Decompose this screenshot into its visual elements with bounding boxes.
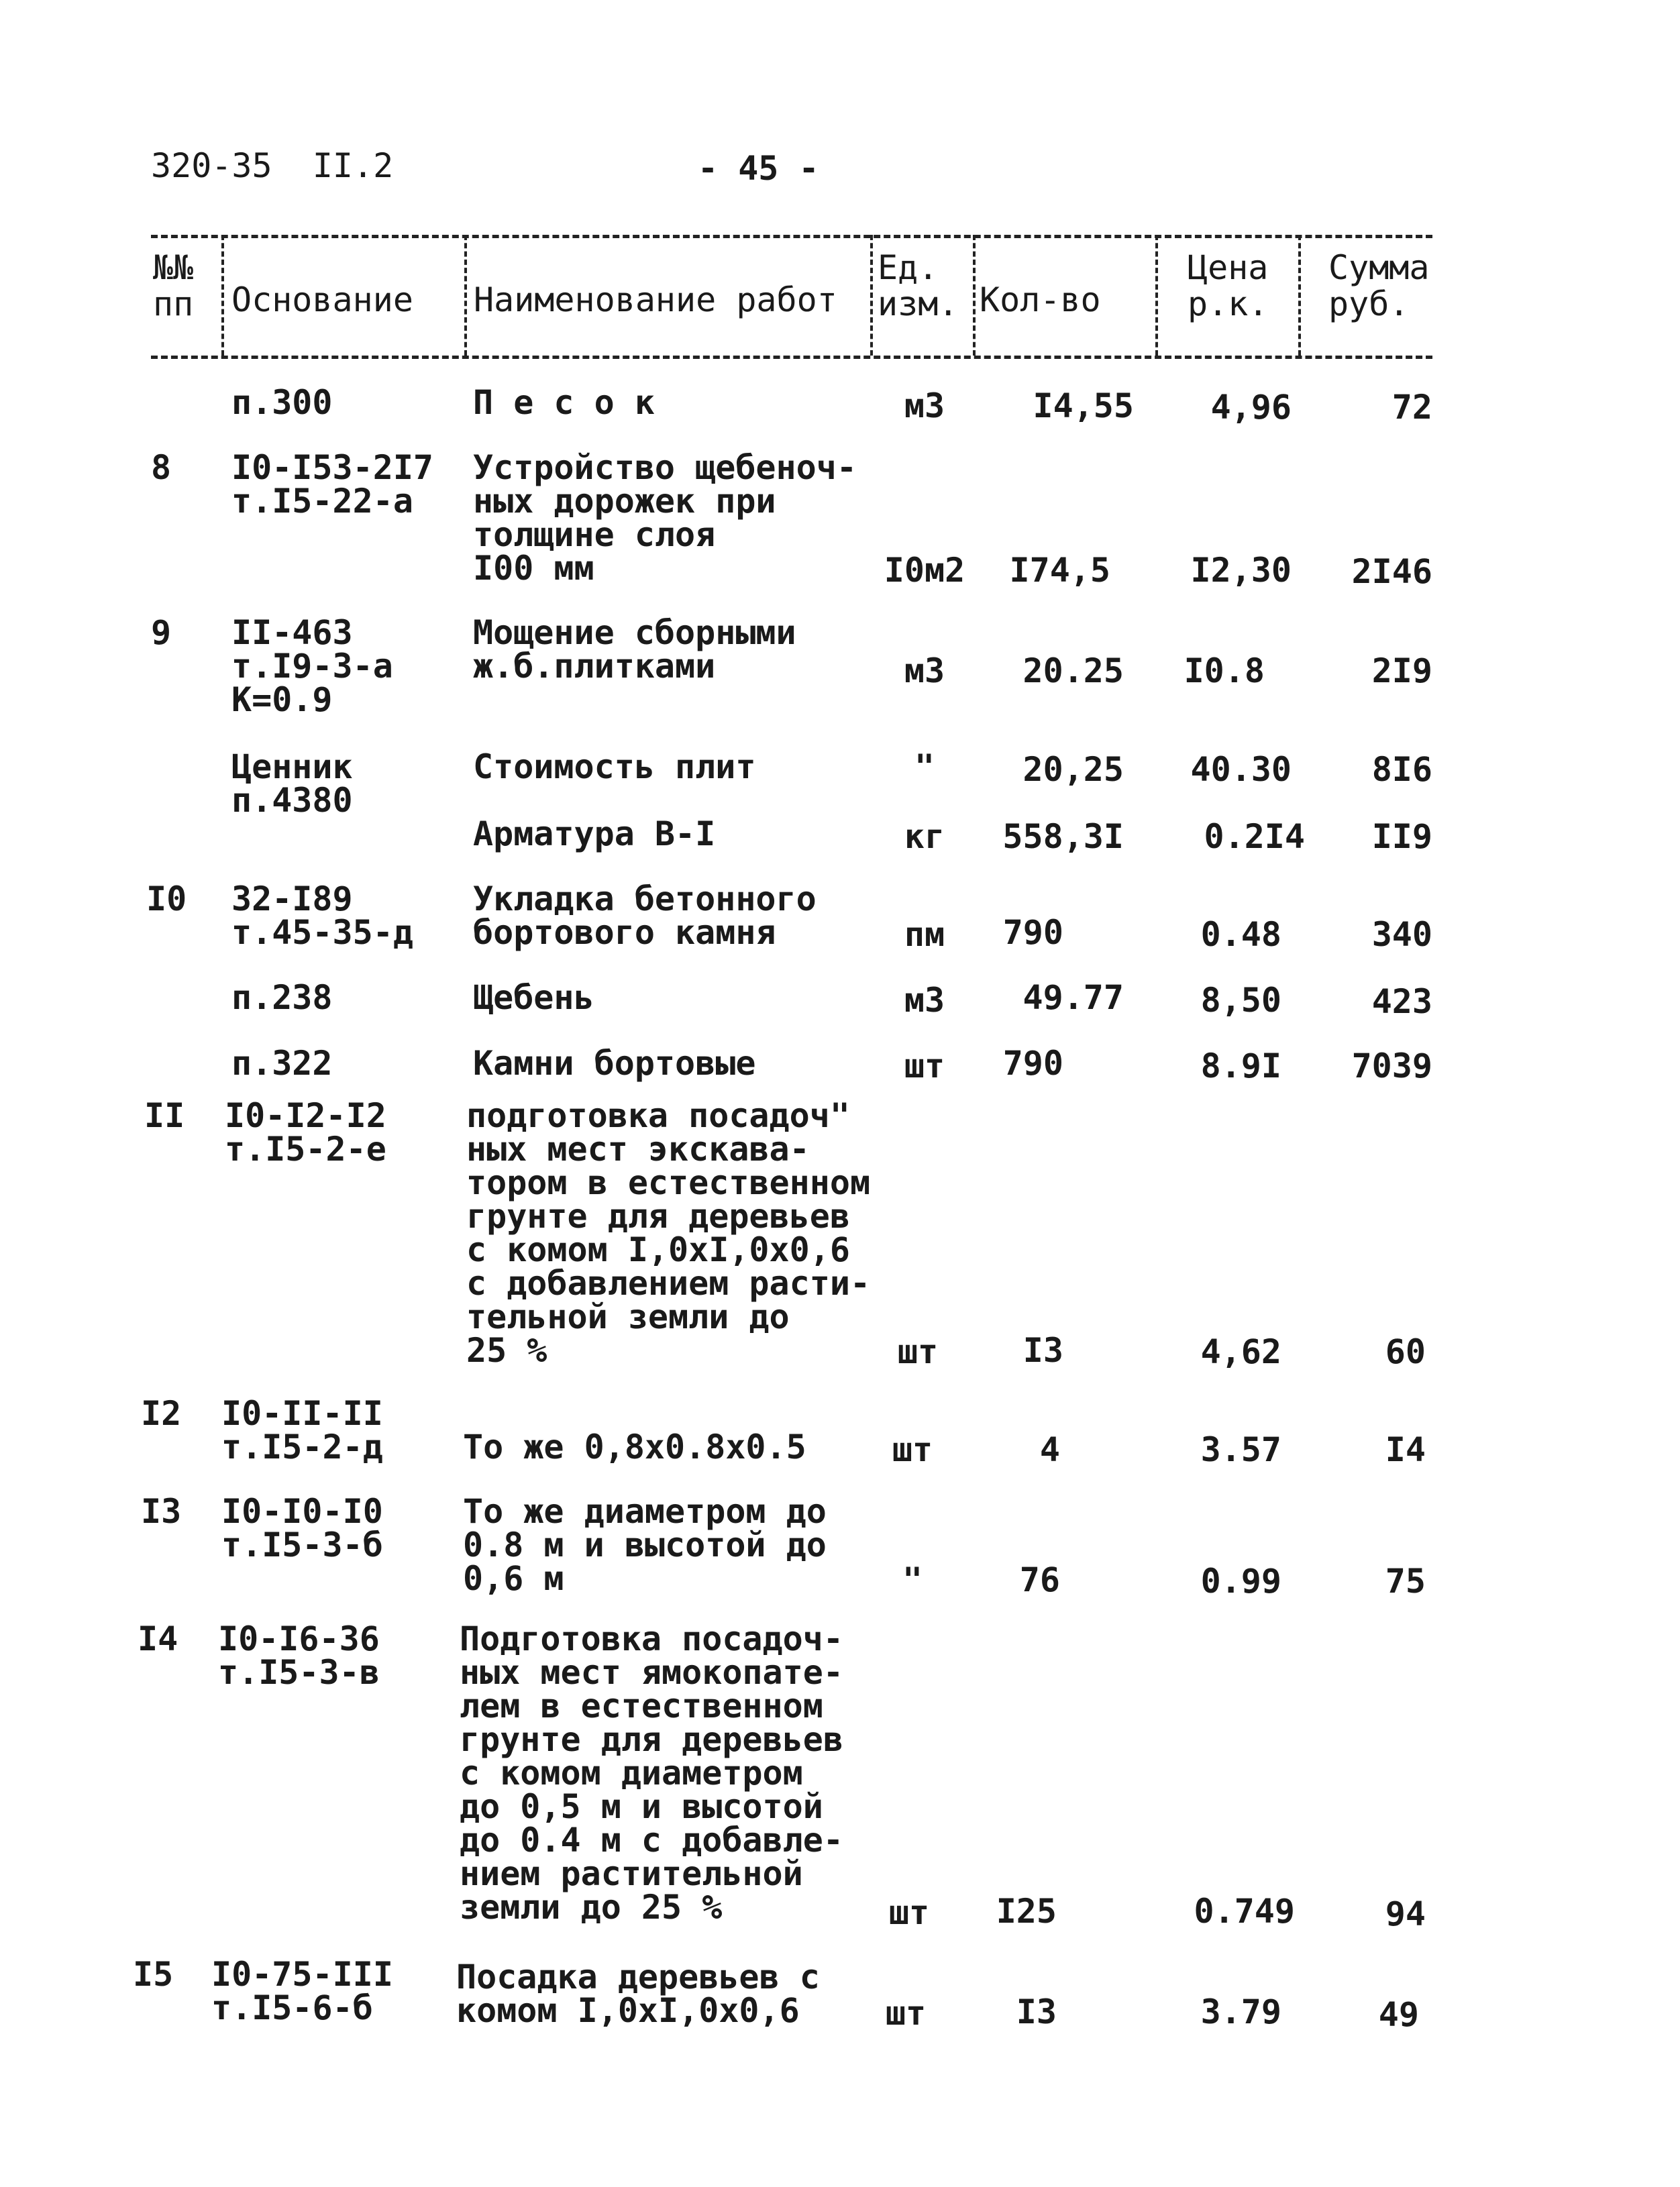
row-name: То же диаметром до 0.8 м и высотой до 0,6 м	[463, 1492, 827, 1598]
row-basis: 32-I89 т.45-35-д	[231, 879, 413, 952]
row-sum: 60	[1385, 1332, 1426, 1371]
header-col-sep-1	[221, 235, 224, 356]
row-sum: 2I46	[1351, 552, 1432, 591]
row-price: 40.30	[1190, 750, 1292, 789]
header-col-sep-3	[870, 235, 873, 356]
row-unit: м3	[904, 981, 945, 1020]
row-price: 0.2I4	[1204, 817, 1305, 856]
row-sum: 7039	[1351, 1047, 1432, 1085]
row-num: I0	[146, 879, 187, 918]
row-name: Посадка деревьев с комом I,0хI,0х0,6	[456, 1958, 820, 2030]
row-name: Стоимость плит	[473, 747, 756, 786]
row-name: Щебень	[473, 978, 594, 1017]
row-sum: I4	[1385, 1430, 1426, 1469]
row-price: 3.79	[1200, 1992, 1281, 2031]
header-num: №№ пп	[153, 248, 194, 323]
row-price: 4,96	[1210, 388, 1292, 427]
row-unit: "	[914, 747, 935, 786]
row-basis: I0-I53-2I7 т.I5-22-а	[231, 448, 434, 521]
row-name: Подготовка посадоч- ных мест ямокопате- лем в естественном грунте для деревьев с комом диаметром до 0,5 м и высотой до 0.4 м с добавле- нием растительной земли до 25 %	[460, 1619, 843, 1927]
row-basis: I0-I6-36 т.I5-3-в	[218, 1619, 380, 1692]
row-basis: I0-75-III т.I5-6-б	[211, 1955, 393, 2027]
header-bottom-rule	[151, 356, 1432, 359]
row-name: То же 0,8х0.8х0.5	[463, 1428, 806, 1466]
row-sum: 340	[1371, 915, 1432, 954]
row-qty: I3	[1022, 1331, 1063, 1370]
row-unit: м3	[904, 386, 945, 425]
row-name: П е с о к	[473, 383, 655, 422]
row-basis: п.300	[231, 383, 333, 422]
row-sum: 72	[1392, 388, 1432, 427]
row-basis: I0-I0-I0 т.I5-3-б	[221, 1492, 383, 1564]
row-qty: 558,3I	[1002, 817, 1124, 856]
header-col-sep-6	[1298, 235, 1301, 356]
row-unit: шт	[897, 1332, 939, 1371]
row-basis: п.238	[231, 978, 333, 1017]
header-qty: Кол-во	[980, 280, 1101, 319]
row-basis: II-463 т.I9-3-а К=0.9	[231, 613, 393, 719]
row-sum: 423	[1371, 982, 1432, 1021]
row-qty: 49.77	[1022, 978, 1124, 1017]
header-basis: Основание	[231, 280, 413, 319]
row-price: 0.749	[1194, 1892, 1295, 1931]
row-qty: I3	[1016, 1992, 1057, 2031]
row-sum: 94	[1385, 1895, 1426, 1933]
row-unit: "	[902, 1560, 923, 1599]
header-col-sep-2	[464, 235, 467, 356]
row-sum: 75	[1385, 1562, 1426, 1601]
row-num: 8	[151, 448, 172, 487]
row-sum: 8I6	[1371, 750, 1432, 789]
header-col-sep-4	[973, 235, 976, 356]
row-qty: 76	[1019, 1560, 1060, 1599]
row-sum: 49	[1378, 1995, 1419, 2034]
row-basis: Ценник п.4380	[231, 747, 353, 820]
row-num: I4	[138, 1619, 178, 1658]
row-price: 0.99	[1200, 1562, 1281, 1601]
document-code: 320-35 II.2	[151, 146, 394, 185]
row-basis: I0-II-II т.I5-2-д	[221, 1394, 383, 1466]
row-basis: I0-I2-I2 т.I5-2-е	[225, 1096, 386, 1169]
row-price: I0.8	[1184, 651, 1265, 690]
row-qty: I25	[996, 1892, 1057, 1931]
row-unit: шт	[904, 1047, 945, 1085]
row-name: Укладка бетонного бортового камня	[473, 879, 817, 952]
row-sum: 2I9	[1371, 651, 1432, 690]
row-qty: 20,25	[1022, 750, 1124, 789]
row-qty: 20.25	[1022, 651, 1124, 690]
row-qty: 790	[1002, 1044, 1063, 1083]
row-price: I2,30	[1190, 551, 1292, 590]
row-num: II	[144, 1096, 185, 1135]
row-qty: I74,5	[1009, 551, 1110, 590]
header-unit: Ед. изм.	[878, 248, 959, 323]
row-unit: кг	[904, 817, 945, 856]
row-price: 8.9I	[1200, 1047, 1281, 1085]
row-unit: шт	[888, 1893, 930, 1932]
row-name: подготовка посадоч" ных мест экскава- тором в естественном грунте для деревьев с комом I,0хI,0х0,6 с добавлением расти- тельной земли до 25 %	[466, 1096, 871, 1370]
header-col-sep-5	[1155, 235, 1158, 356]
row-price: 0.48	[1200, 915, 1281, 954]
row-unit: шт	[885, 1994, 927, 2033]
row-price: 3.57	[1200, 1430, 1281, 1469]
row-num: I5	[133, 1955, 174, 1994]
page-number: - 45 -	[698, 149, 819, 188]
row-qty: 790	[1002, 913, 1063, 952]
header-price: Цена р.к.	[1188, 248, 1269, 323]
row-unit: шт	[892, 1430, 933, 1469]
row-name: Арматура В-I	[473, 814, 716, 853]
row-qty: 4	[1039, 1430, 1060, 1469]
row-name: Мощение сборными ж.б.плитками	[473, 613, 796, 686]
row-price: 4,62	[1200, 1332, 1281, 1371]
row-unit: м3	[904, 651, 945, 690]
row-name: Устройство щебеноч- ных дорожек при толщине слоя I00 мм	[473, 448, 857, 588]
row-unit: пм	[904, 915, 945, 954]
row-num: I2	[141, 1394, 182, 1433]
header-name: Наименование работ	[474, 280, 837, 319]
row-sum: II9	[1371, 817, 1432, 856]
row-num: 9	[151, 613, 172, 652]
row-num: I3	[141, 1492, 182, 1531]
row-qty: I4,55	[1033, 386, 1134, 425]
row-unit: I0м2	[884, 551, 965, 590]
row-basis: п.322	[231, 1044, 333, 1083]
header-sum: Сумма руб.	[1328, 248, 1430, 323]
row-name: Камни бортовые	[473, 1044, 756, 1083]
header-top-rule	[151, 235, 1432, 238]
row-price: 8,50	[1200, 981, 1281, 1020]
